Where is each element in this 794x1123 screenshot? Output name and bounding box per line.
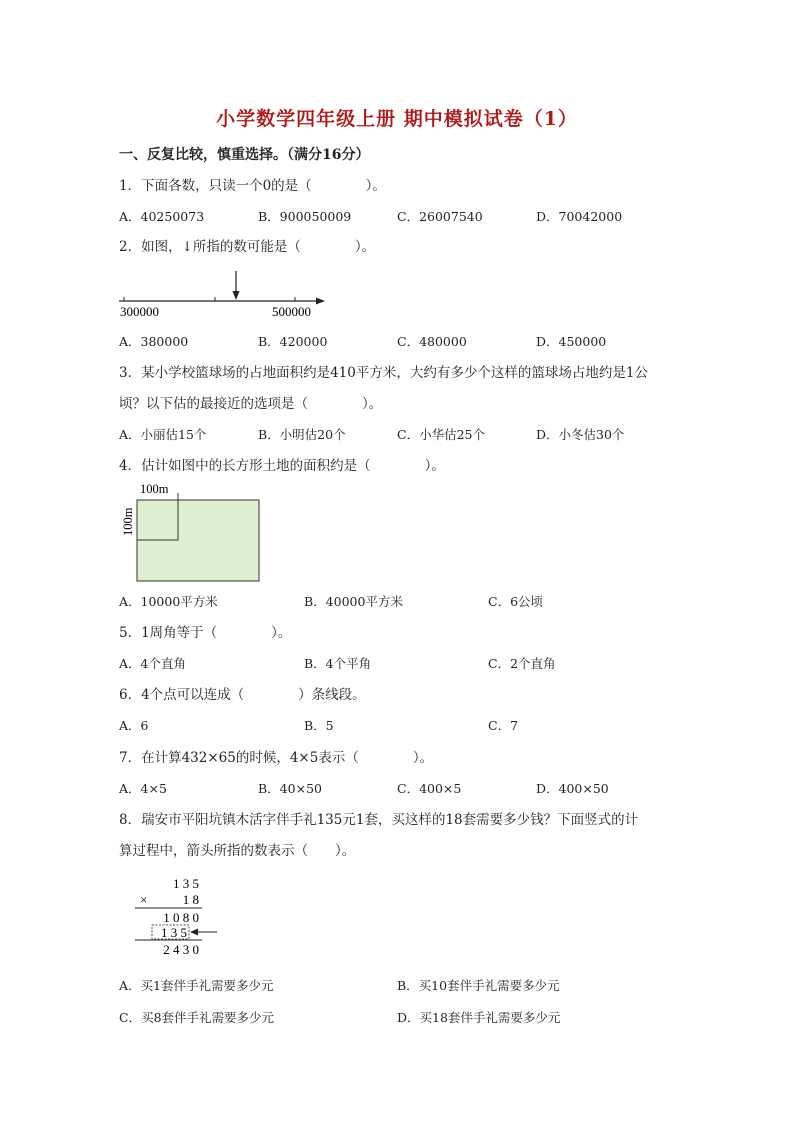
q4-option-a[interactable]: A．10000平方米 [119,594,218,609]
pointer-arrowhead [233,291,240,300]
section-heading: 一、反复比较，慎重选择。（满分16分） [119,147,370,163]
calc-times-sign: × [140,892,148,907]
calc-row-2430: 2 4 3 0 [163,942,199,957]
top-label-100m: 100m [140,482,169,496]
number-line-label-500000: 500000 [272,304,311,319]
calc-row-1080: 1 0 8 0 [163,910,199,925]
q6-option-b[interactable]: B．5 [304,718,334,733]
side-label-100m: 100m [121,507,135,536]
q7-option-c[interactable]: C．400×5 [397,781,462,796]
question-6-stem: 6．4个点可以连成（ ）条线段。 [119,687,366,703]
question-2-stem: 2．如图，↓所指的数可能是（ ）。 [119,239,376,255]
calc-row-18: 1 8 [182,892,199,907]
question-7-stem: 7．在计算432×65的时候，4×5表示（ ）。 [119,750,434,766]
question-3-stem-line1: 3．某小学校篮球场的占地面积约是410平方米，大约有多少个这样的篮球场占地约是1公 [119,365,648,381]
number-line-label-300000: 300000 [120,304,159,319]
number-line-arrowhead [316,298,325,305]
question-8-stem-line2: 算过程中，箭头所指的数表示（ ）。 [119,843,356,859]
q4-option-b[interactable]: B．40000平方米 [304,594,403,609]
q7-option-a[interactable]: A．4×5 [119,781,167,796]
q8-option-c[interactable]: C．买8套伴手礼需要多少元 [119,1010,275,1025]
q3-option-d[interactable]: D．小冬估30个 [536,427,625,442]
q6-option-c[interactable]: C．7 [488,718,519,733]
q7-option-d[interactable]: D．400×50 [536,781,609,796]
q1-option-a[interactable]: A．40250073 [119,209,205,224]
q5-option-a[interactable]: A．4个直角 [119,656,186,671]
q2-option-d[interactable]: D．450000 [536,334,607,349]
q5-option-c[interactable]: C．2个直角 [488,656,556,671]
q8-option-d[interactable]: D．买18套伴手礼需要多少元 [397,1010,561,1025]
q3-option-a[interactable]: A．小丽估15个 [119,427,207,442]
question-8-stem-line1: 8．瑞安市平阳坑镇木活字伴手礼135元1套，买这样的18套需要多少钱？下面竖式的计 [119,812,639,828]
q5-option-b[interactable]: B．4个平角 [304,656,372,671]
page-title: 小学数学四年级上册 期中模拟试卷（1） [216,108,578,130]
number-line-figure [119,270,329,320]
q8-option-b[interactable]: B．买10套伴手礼需要多少元 [397,978,560,993]
q2-option-a[interactable]: A．380000 [119,334,189,349]
question-1-stem: 1．下面各数，只读一个0的是（ ）。 [119,178,386,194]
q1-option-d[interactable]: D．70042000 [536,209,623,224]
question-5-stem: 5．1周角等于（ ）。 [119,625,292,641]
q2-option-c[interactable]: C．480000 [397,334,467,349]
question-3-stem-line2: 顷？以下估的最接近的选项是（ ）。 [119,396,383,412]
q4-option-c[interactable]: C．6公顷 [488,594,544,609]
q1-option-c[interactable]: C．26007540 [397,209,483,224]
q3-option-b[interactable]: B．小明估20个 [258,427,346,442]
calc-row-135: 1 3 5 [173,876,199,891]
calc-pointer-arrowhead [190,929,198,936]
question-4-stem: 4．估计如图中的长方形土地的面积约是（ ）。 [119,458,445,474]
calc-row-135-partial: 1 3 5 [161,925,187,940]
q7-option-b[interactable]: B．40×50 [258,781,322,796]
q1-option-b[interactable]: B．900050009 [258,209,352,224]
rectangle-land-figure [118,480,263,584]
vertical-multiplication-figure [130,872,225,962]
q2-option-b[interactable]: B．420000 [258,334,328,349]
q8-option-a[interactable]: A．买1套伴手礼需要多少元 [119,978,274,993]
q3-option-c[interactable]: C．小华估25个 [397,427,485,442]
q6-option-a[interactable]: A．6 [119,718,149,733]
